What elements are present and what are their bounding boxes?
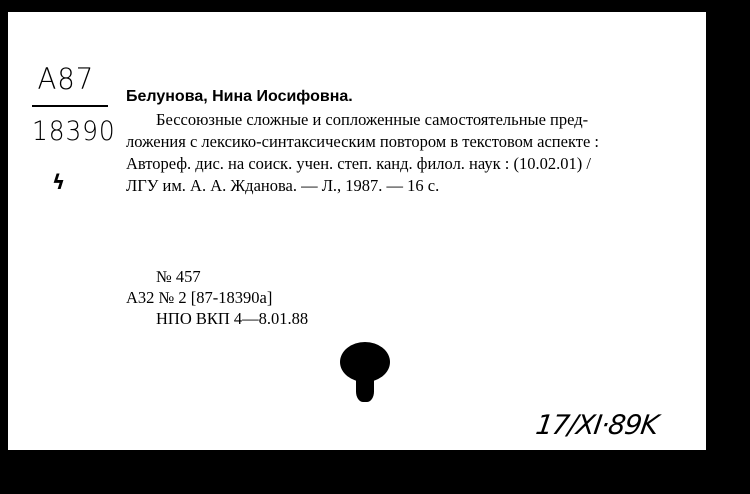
call-number-top: А87 [37,62,95,96]
title-line-3: Автореф. дис. на соиск. учен. степ. канд. филол. наук : (10.02.01) / [126,154,591,173]
call-number-divider [32,105,108,107]
title-line-2: ложения с лексико-синтаксическим повтором в текстовом аспекте : [126,132,599,151]
registry-nno: НПО ВКП 4—8.01.88 [156,309,309,328]
registry-number: № 457 [156,267,201,286]
call-number-bottom: 18390 [32,116,116,147]
registry-code: А32 № 2 [87-18390а] [126,288,273,307]
author-name: Белунова, Нина Иосифовна. [126,88,353,105]
catalog-card [8,12,706,450]
punch-hole-tail [356,376,374,402]
punch-hole [340,342,390,390]
handwritten-date: 17/XI·89K [533,410,660,441]
handwritten-mark: ϟ [52,170,66,194]
title-line-1: Бессоюзные сложные и сопложенные самостоятельные пред- [156,110,589,129]
title-line-4: ЛГУ им. А. А. Жданова. — Л., 1987. — 16 с. [126,176,440,195]
